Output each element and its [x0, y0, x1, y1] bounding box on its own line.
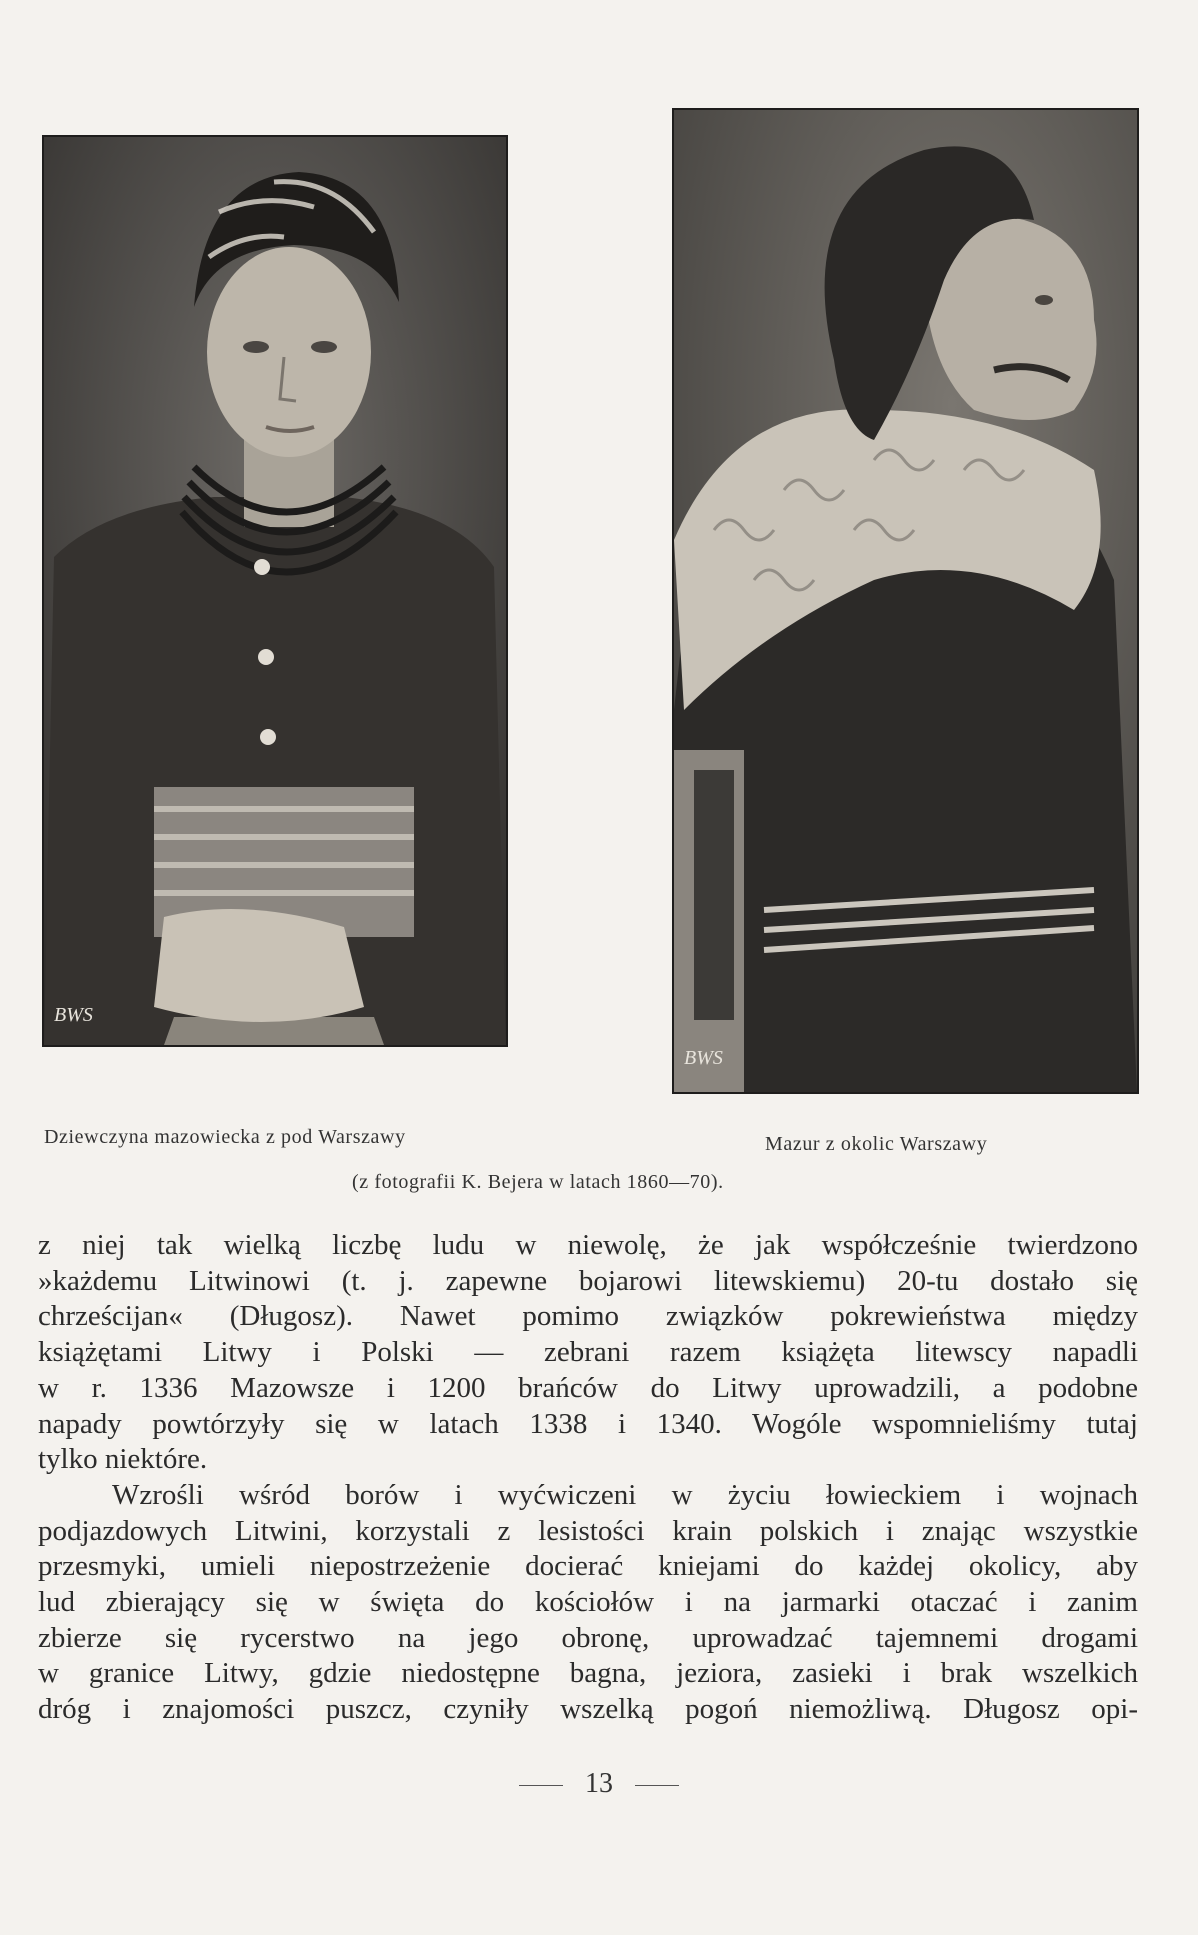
body-line: w r. 1336 Mazowsze i 1200 brańców do Litwy uprowadzili, a podobne [38, 1371, 1138, 1404]
body-line: tylko niektóre. [38, 1443, 208, 1476]
photo-girl-illustration [44, 137, 506, 1045]
body-line: Wzrośli wśród borów i wyćwiczeni w życiu łowieckiem i wojnach [112, 1478, 1138, 1511]
photo-girl-from-mazovia [42, 135, 508, 1047]
body-line: lud zbierający się w święta do kościołów i na jarmarki otaczać i zanim [38, 1586, 1138, 1619]
footer-dash-right [635, 1785, 679, 1786]
caption-left: Dziewczyna mazowiecka z pod Warszawy [44, 1126, 406, 1148]
body-line: napady powtórzyły się w latach 1338 i 1340. Wogóle wspomnieliśmy tutaj [38, 1407, 1138, 1440]
caption-source: (z fotografii K. Bejera w latach 1860—70). [352, 1171, 724, 1193]
photo-monogram: BWS [684, 1047, 723, 1069]
body-line: z niej tak wielką liczbę ludu w niewolę, że jak współcześnie twierdzono [38, 1229, 1138, 1261]
body-line: książętami Litwy i Polski — zebrani razem książęta litewscy napadli [38, 1336, 1138, 1369]
photo-monogram: BWS [54, 1004, 93, 1026]
body-text [38, 1228, 1138, 1728]
body-line: chrześcijan« (Długosz). Nawet pomimo związków pokrewieństwa między [38, 1300, 1138, 1333]
footer-dash-left [519, 1785, 563, 1786]
body-line: dróg i znajomości puszcz, czyniły wszelką pogoń niemożliwą. Długosz opi- [38, 1693, 1138, 1726]
body-line: przesmyki, umieli niepostrzeżenie docierać kniejami do każdej okolicy, aby [38, 1550, 1138, 1583]
caption-right: Mazur z okolic Warszawy [765, 1133, 988, 1155]
photo-man-illustration [674, 110, 1137, 1092]
photo-mazur-man [672, 108, 1139, 1094]
body-line: podjazdowych Litwini, korzystali z lesistości krain polskich i znając wszystkie [38, 1514, 1138, 1547]
body-line: zbierze się rycerstwo na jego obronę, uprowadzać tajemnemi drogami [38, 1621, 1138, 1654]
body-line: w granice Litwy, gdzie niedostępne bagna, jeziora, zasieki i brak wszelkich [38, 1657, 1138, 1690]
page-footer [0, 1768, 1198, 1800]
page-number: 13 [585, 1768, 613, 1799]
body-line: »każdemu Litwinowi (t. j. zapewne bojarowi litewskiemu) 20-tu dostało się [38, 1264, 1138, 1297]
